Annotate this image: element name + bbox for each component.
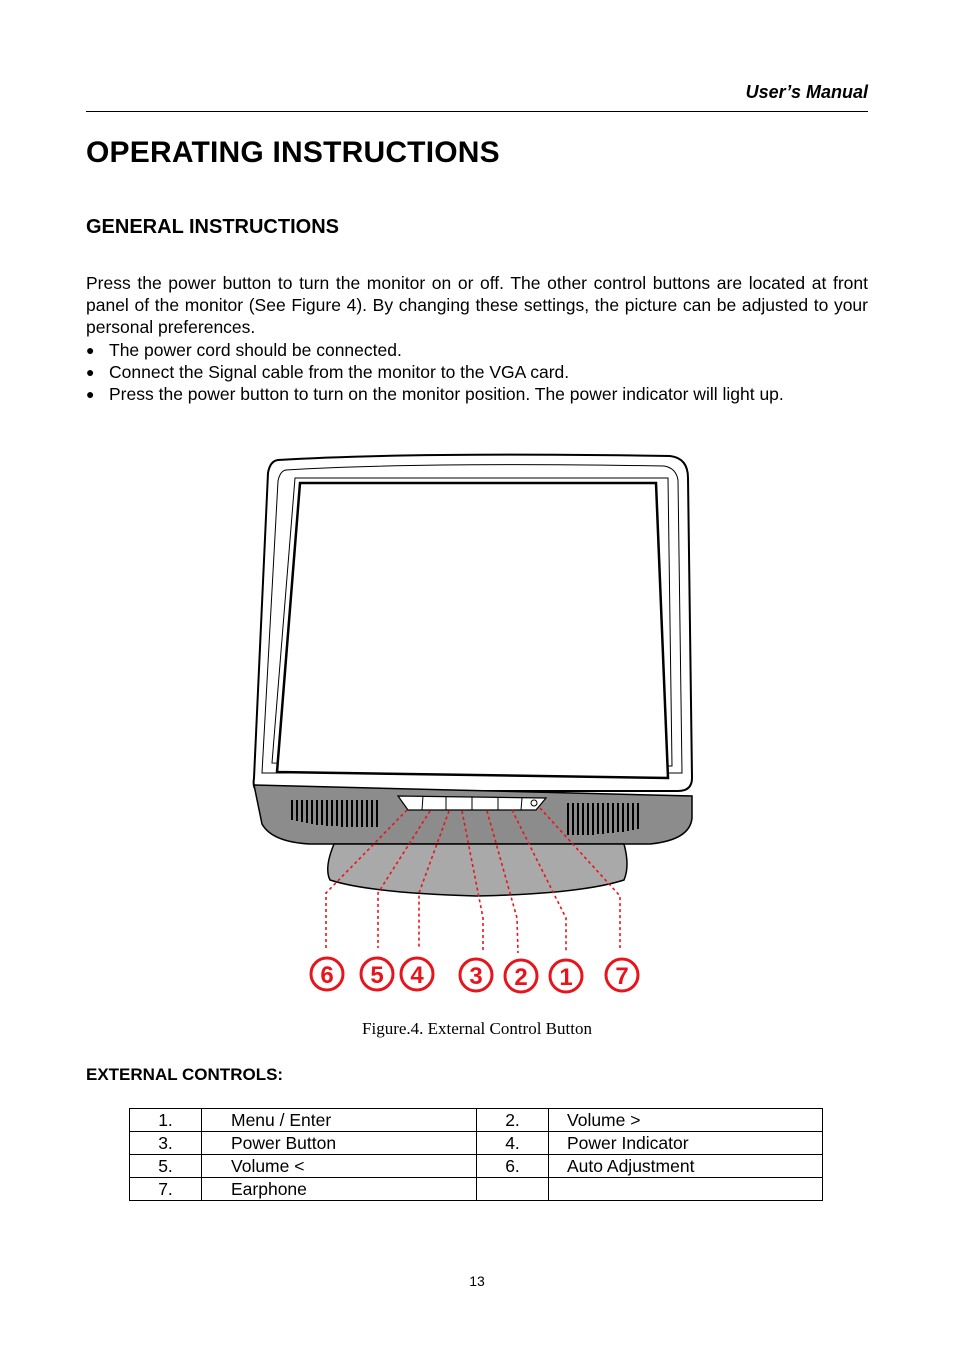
monitor-bottom-bezel [254, 785, 692, 844]
control-label: Auto Adjustment [549, 1155, 823, 1178]
monitor-screen [277, 483, 668, 778]
control-number: 6. [477, 1155, 549, 1178]
bullet-icon: ● [86, 342, 95, 358]
callout-1 [550, 960, 582, 992]
callout-3 [460, 959, 492, 991]
callout-1-label: 1 [559, 964, 573, 991]
control-number: 1. [130, 1109, 202, 1132]
external-controls-heading: EXTERNAL CONTROLS: [86, 1065, 284, 1084]
callout-6 [311, 958, 343, 990]
control-label: Earphone [202, 1178, 477, 1201]
control-number [477, 1178, 549, 1201]
callout-2 [505, 960, 537, 992]
list-item [86, 361, 886, 383]
page-number: 13 [469, 1273, 485, 1289]
external-controls-table [129, 1108, 823, 1201]
intro-paragraph: Press the power button to turn the monitor on or off. The other control buttons are located at front panel of the monitor (See Figure 4). By changing these settings, the picture can be adjusted to your personal preferences. [86, 273, 868, 337]
list-item [86, 383, 886, 405]
control-number: 5. [130, 1155, 202, 1178]
table-row [130, 1155, 823, 1178]
control-number: 4. [477, 1132, 549, 1155]
page-title: OPERATING INSTRUCTIONS [86, 136, 500, 169]
callout-4-label: 4 [410, 962, 424, 989]
callout-7-label: 7 [615, 963, 629, 990]
monitor-figure [250, 448, 700, 998]
header-rule [86, 111, 868, 112]
list-item-text: Press the power button to turn on the monitor position. The power indicator will light up. [109, 384, 784, 404]
callout-3-label: 3 [469, 963, 483, 990]
header-label: User’s Manual [745, 82, 868, 102]
right-speaker-grille [568, 803, 638, 835]
control-number: 7. [130, 1178, 202, 1201]
list-item-text: The power cord should be connected. [109, 340, 402, 360]
control-number: 2. [477, 1109, 549, 1132]
control-label: Volume < [202, 1155, 477, 1178]
callout-5-label: 5 [370, 962, 384, 989]
control-label [549, 1178, 823, 1201]
table-row [130, 1178, 823, 1201]
control-label: Volume > [549, 1109, 823, 1132]
instruction-list [86, 339, 886, 405]
control-label: Power Button [202, 1132, 477, 1155]
control-label: Menu / Enter [202, 1109, 477, 1132]
table-row [130, 1109, 823, 1132]
list-item-text: Connect the Signal cable from the monitor to the VGA card. [109, 362, 570, 382]
earphone-jack-icon [531, 800, 537, 806]
section-heading: GENERAL INSTRUCTIONS [86, 216, 339, 238]
control-label: Power Indicator [549, 1132, 823, 1155]
callout-6-label: 6 [320, 962, 334, 989]
monitor-illustration [250, 448, 700, 998]
callout-7 [606, 959, 638, 991]
control-number: 3. [130, 1132, 202, 1155]
callout-5 [361, 958, 393, 990]
figure-caption: Figure.4. External Control Button [362, 1019, 592, 1038]
table-row [130, 1132, 823, 1155]
list-item [86, 339, 886, 361]
bullet-icon: ● [86, 364, 95, 380]
callout-2-label: 2 [514, 964, 528, 991]
callout-4 [401, 958, 433, 990]
bullet-icon: ● [86, 386, 95, 402]
